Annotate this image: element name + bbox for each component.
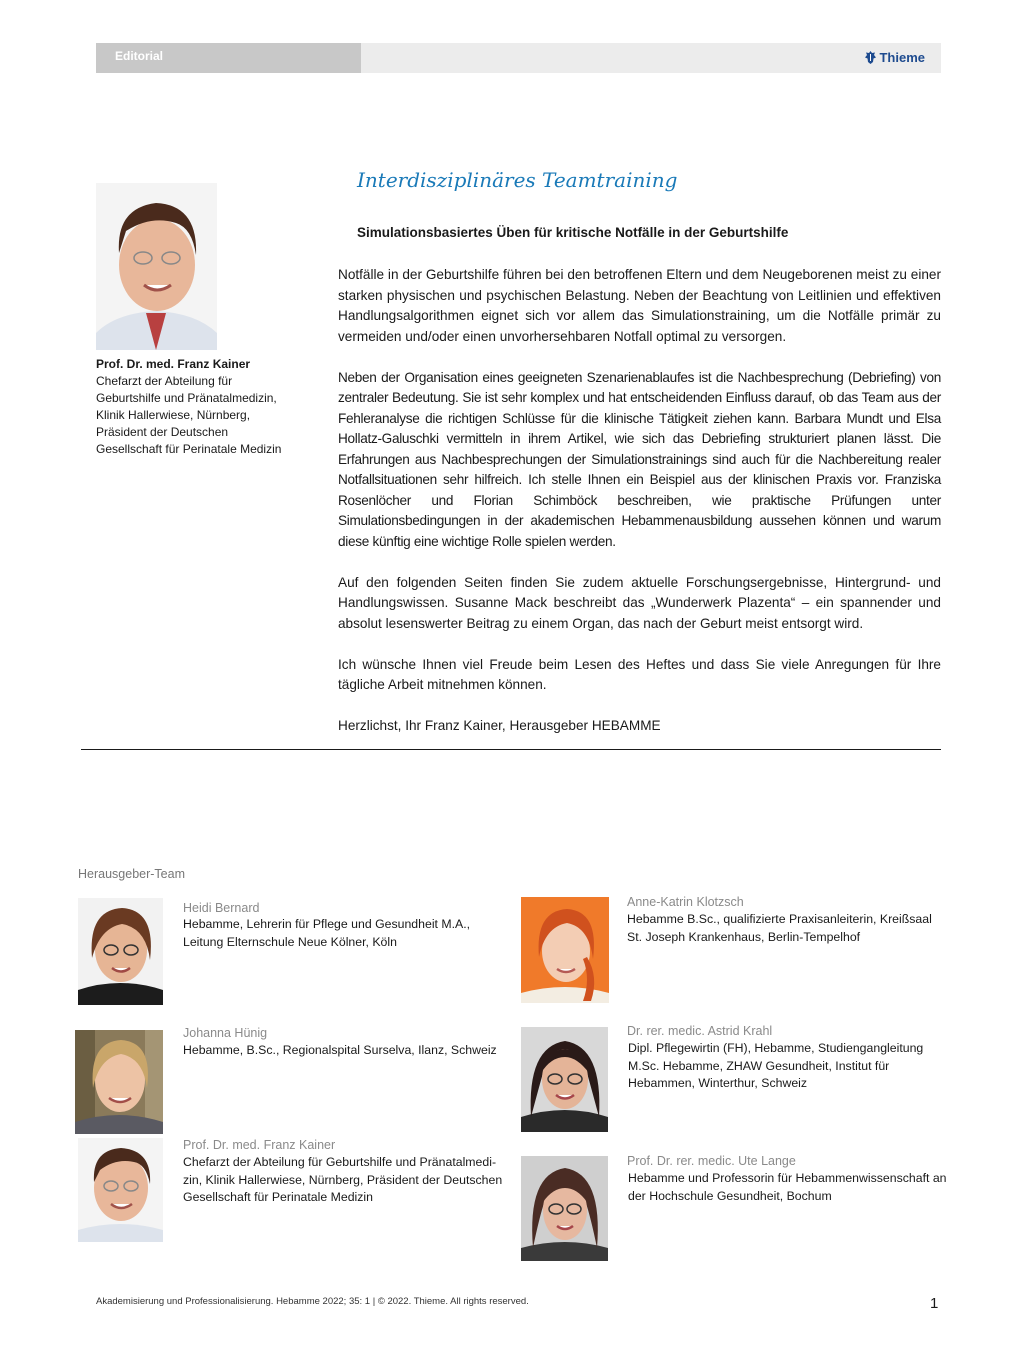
thieme-emblem-icon [865,51,876,64]
article-paragraph: Auf den folgenden Seiten finden Sie zudem aktuelle Forschungsergebnisse, Hintergrund- und Handlungswissen. Susanne Mack beschreibt das „Wunderwerk Plazenta“ – ein spannender und absolut lesenswerter Beitrag zu einem Organ, das nach der Geburt meist entsorgt wird. [338,574,941,631]
divider-rule [81,749,941,750]
article-paragraph: Notfälle in der Geburtshilfe führen bei den betroffenen Eltern und dem Neugeborenen meist zu einer starken physischen und psychischen Belastung. Neben der Beachtung von Leitlinien und effektiven Handlungsalgorithmen eignet sich vor allem das Simulationstraining, um die Notfälle primär zu vermeiden und/oder einen unvorhersehbaren Notfall optimal zu versorgen. [338,267,941,344]
member-description [183,1154,513,1207]
member-name: Prof. Dr. rer. medic. Ute Lange [627,1154,796,1168]
article-paragraph: Neben der Organisation eines geeigneten Szenarienablaufes ist die Nachbesprechung (Debriefing) von zentraler Bedeutung. Sie ist sehr komplex und hat entscheidenden Einfluss darauf, ob das Team aus der Fehleranalyse die richtigen Schlüsse für die klinische Tätigkeit ziehen kann. Barbara Mundt und Elsa Hollatz-Galuschki vermitteln in ihrem Artikel, wie sich das Debriefing strukturiert planen lässt. Die Erfahrungen aus Nachbesprechungen der Simulationstrainings sind auch für die Nachbereitung realer Notfallsituationen sehr hilfreich. Ich stelle Ihnen ein Beispiel aus der klinischen Praxis vor. Franziska Rosenlöcher und Florian Schimböck beschreiben, wie praktische Prüfungen unter Simulationsbedingungen in der akademischen Hebammenausbildung aussehen können und warum diese künftig eine wichtige Rolle spielen werden. [338,369,941,549]
member-description [183,1042,513,1060]
member-name: Prof. Dr. med. Franz Kainer [183,1138,336,1152]
page-number: 1 [930,1295,939,1312]
member-description [627,911,947,946]
section-label: Editorial [115,49,164,63]
member-description-line: Hebamme, B.Sc., Regionalspital Surselva, Ilanz, Schweiz [183,1043,497,1057]
member-description-line: Hebamme B.Sc., qualifizierte Praxisanleiterin, Kreißsaal [627,912,932,926]
author-bio-line: Klinik Hallerwiese, Nürnberg, [96,408,251,422]
author-bio-line: Geburtshilfe und Pränatalmedizin, [96,391,277,405]
member-description [628,1170,948,1205]
article-paragraph: Ich wünsche Ihnen viel Freude beim Lesen des Heftes und dass Sie viele Anregungen für Ihre tägliche Arbeit mitnehmen können. [338,656,941,692]
member-description-line: Hebamme und Professorin für Hebammenwissenschaft an [628,1171,947,1185]
brand-name: Thieme [879,50,925,65]
member-description-line: der Hochschule Gesundheit, Bochum [628,1188,832,1203]
author-bio [96,356,306,458]
author-portrait [96,183,217,350]
member-photo [521,1027,608,1132]
author-bio-line: Präsident der Deutschen [96,425,229,439]
article-signature: Herzlichst, Ihr Franz Kainer, Herausgeber HEBAMME [338,718,661,733]
article-title: Interdisziplinäres Teamtraining [357,168,678,192]
member-name: Anne-Katrin Klotzsch [627,895,744,909]
member-description-line: Gesellschaft für Perinatale Medizin [183,1190,374,1204]
member-description [628,1040,948,1093]
article-subtitle: Simulationsbasiertes Üben für kritische Notfälle in der Geburtshilfe [357,225,789,240]
article-body [338,265,941,757]
member-description-line: St. Joseph Krankenhaus, Berlin-Tempelhof [627,929,861,944]
team-heading: Herausgeber-Team [78,867,185,881]
section-tab [96,43,361,73]
member-name: Johanna Hünig [183,1026,268,1040]
member-photo [521,897,609,1003]
thieme-logo [865,50,925,65]
member-description-line: Dipl. Pflegewirtin (FH), Hebamme, Studiengangleitung [628,1041,924,1055]
member-name: Heidi Bernard [183,901,260,915]
author-bio-line: Gesellschaft für Perinatale Medizin [96,442,282,456]
member-description-line: Chefarzt der Abteilung für Geburtshilfe und Pränatalmedi- [183,1155,497,1169]
member-photo [78,898,163,1005]
header-bar [96,43,941,73]
member-name: Dr. rer. medic. Astrid Krahl [627,1024,773,1038]
member-description-line: zin, Klinik Hallerwiese, Nürnberg, Präsident der Deutschen [183,1172,503,1187]
footer-citation: Akademisierung und Professionalisierung. Hebamme 2022; 35: 1 | © 2022. Thieme. All rights reserved. [96,1296,529,1307]
member-photo [78,1138,163,1242]
member-description-line: Hebamme, Lehrerin für Pflege und Gesundheit M.A., [183,917,471,931]
member-description-line: M.Sc. Hebamme, ZHAW Gesundheit, Institut für [628,1058,890,1073]
author-name: Prof. Dr. med. Franz Kainer [96,357,251,371]
member-photo [75,1030,163,1134]
member-description-line: Hebammen, Winterthur, Schweiz [628,1076,808,1090]
member-description-line: Leitung Elternschule Neue Kölner, Köln [183,934,397,949]
author-bio-line: Chefarzt der Abteilung für [96,374,233,388]
member-photo [521,1156,608,1261]
member-description [183,916,513,951]
